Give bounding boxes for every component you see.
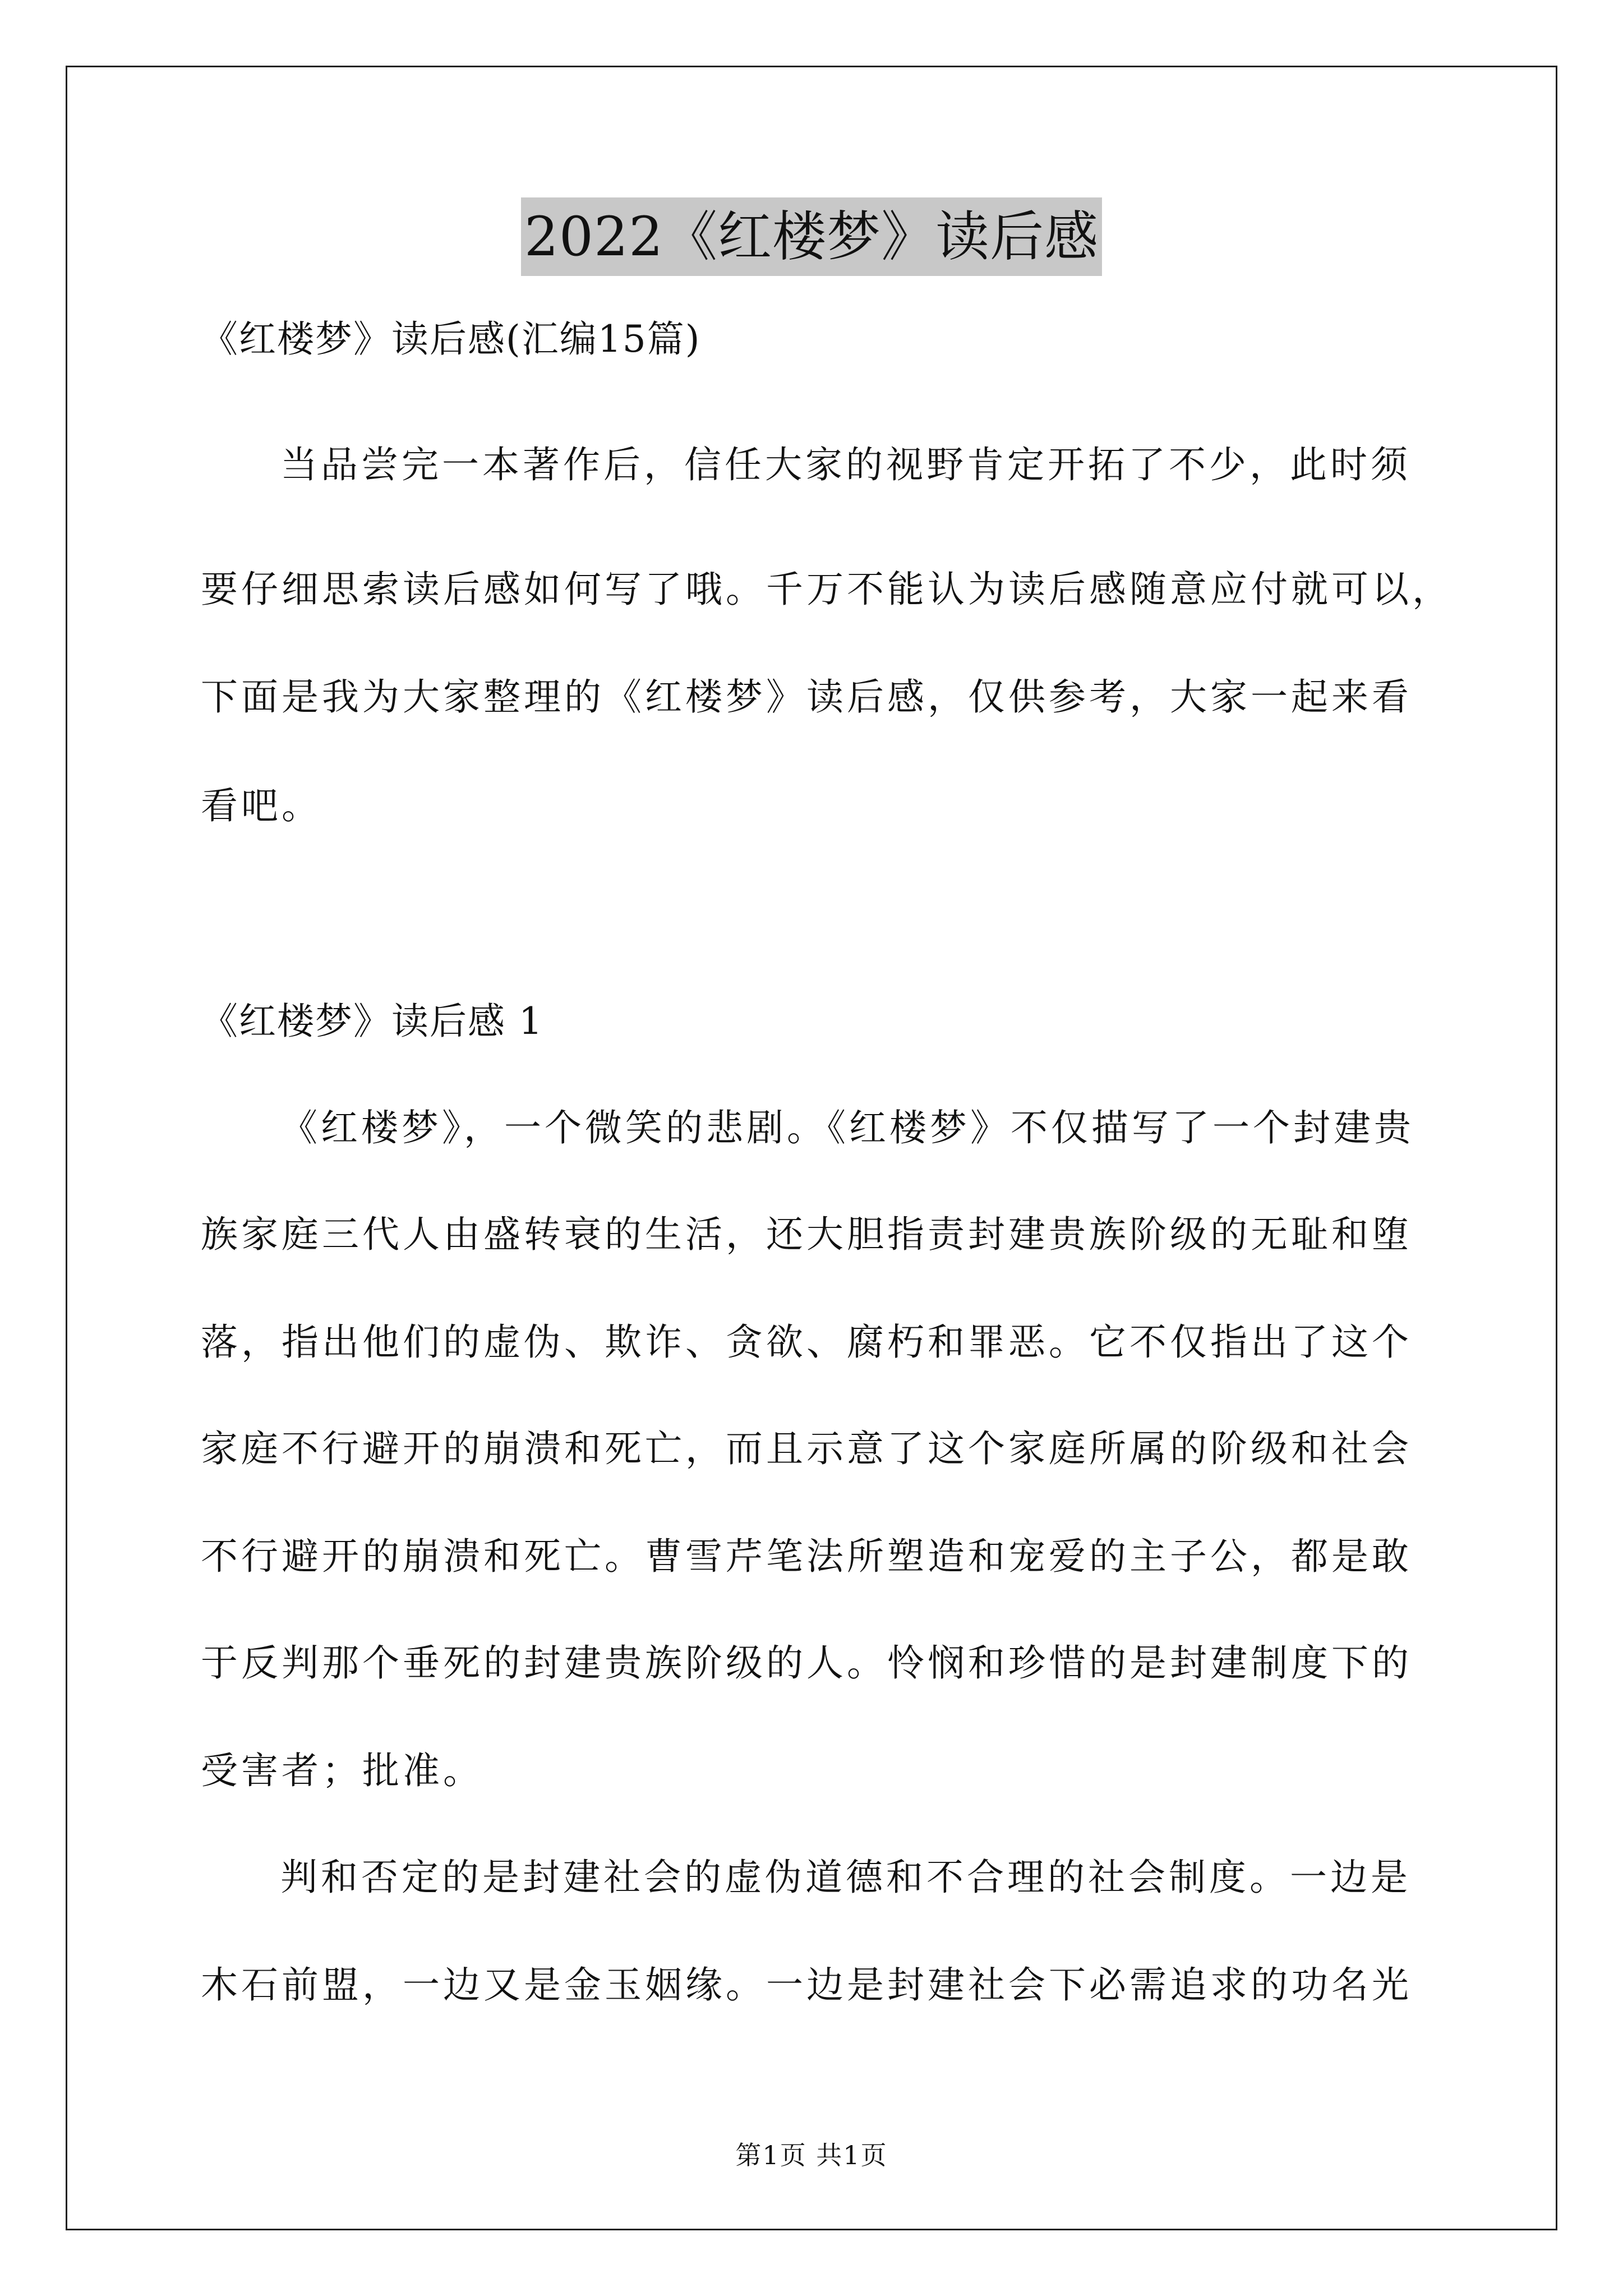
paragraph-line: 落，指出他们的虚伪、欺诈、贪欲、腐朽和罪恶。它不仅指出了这个 <box>201 1320 1412 1364</box>
document-subtitle: 《红楼梦》读后感(汇编15篇) <box>201 318 701 361</box>
title-container <box>0 197 1623 276</box>
paragraph-line: 家庭不行避开的崩溃和死亡，而且示意了这个家庭所属的阶级和社会 <box>201 1427 1412 1470</box>
intro-line: 当品尝完一本著作后，信任大家的视野肯定开拓了不少，此时须 <box>280 443 1411 486</box>
intro-line: 要仔细思索读后感如何写了哦。千万不能认为读后感随意应付就可以， <box>201 568 1453 611</box>
paragraph-line: 木石前盟，一边又是金玉姻缘。一边是封建社会下必需追求的功名光 <box>201 1963 1412 2007</box>
paragraph-line: 不行避开的崩溃和死亡。曹雪芹笔法所塑造和宠爱的主子公，都是敢 <box>201 1535 1412 1578</box>
intro-line: 下面是我为大家整理的《红楼梦》读后感，仅供参考，大家一起来看 <box>201 675 1412 719</box>
paragraph-line: 族家庭三代人由盛转衰的生活，还大胆指责封建贵族阶级的无耻和堕 <box>201 1213 1412 1256</box>
paragraph-line: 受害者；批准。 <box>201 1749 483 1792</box>
document-title: 2022《红楼梦》读后感 <box>521 197 1102 276</box>
page-footer: 第1页 共1页 <box>735 2140 888 2170</box>
paragraph-line: 判和否定的是封建社会的虚伪道德和不合理的社会制度。一边是 <box>280 1856 1411 1899</box>
paragraph-line: 于反判那个垂死的封建贵族阶级的人。怜悯和珍惜的是封建制度下的 <box>201 1641 1412 1685</box>
intro-line: 看吧。 <box>201 784 322 827</box>
section-heading: 《红楼梦》读后感 1 <box>201 1000 543 1043</box>
paragraph-line: 《红楼梦》，一个微笑的悲剧。《红楼梦》不仅描写了一个封建贵 <box>280 1106 1414 1149</box>
